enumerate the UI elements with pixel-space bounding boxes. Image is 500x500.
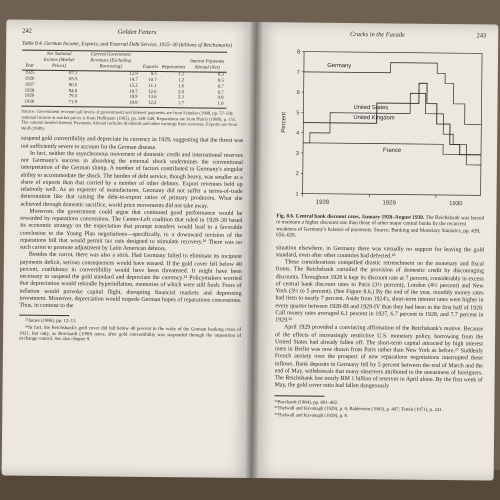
table-cell: 79.5 — [68, 94, 78, 100]
left-page-number: 242 — [22, 27, 32, 35]
table-cell: 12.9 — [129, 71, 138, 78]
table-cell: 2.0 — [177, 89, 185, 95]
table-cell: 18.7 — [129, 89, 138, 95]
table-cell: 0.7 — [217, 90, 224, 96]
left-paragraph: In fact, neither the asynchronous movement of domestic credit and international reserves nor Germany's success in absorbing the external shock undermines the conventional interpretation of the German slump. A number of factors contributed to Germany's singular ability to accommodate the shock. The burden of debt service, though heavy, was smaller as a share of exports than that carried by a number of other debtors. Export revenues held up relatively well. As an exporter of manufactures, Germany did not suffer a terms-of-trade deterioration like that raising the debt-to-export ratios of primary producers. What she achieved through domestic sacrifice, world price movements did not take away. — [20, 150, 244, 210]
table-cell: 14.7 — [129, 77, 138, 83]
table-cell: 84.0 — [68, 88, 78, 94]
table-cell: 1930 — [24, 99, 35, 105]
table-cell: 9.5 — [150, 72, 157, 78]
table-caption: Table 8.4. German Income, Exports, and External Debt Service, 1925–30 (billions of Reichsmarks) — [22, 40, 233, 49]
figure-caption — [276, 213, 486, 241]
left-footnotes — [19, 319, 241, 345]
table-cell: 1925 — [24, 70, 35, 76]
table-header-cell: Year — [22, 51, 38, 71]
table-cell: 0.7 — [217, 84, 224, 90]
table-cell: 1.6 — [178, 84, 185, 90]
table-cell: 67.1 — [68, 71, 78, 77]
left-paragraph: Besides the carrot, there was also a stick. Had Germany failed to eliminate its incipient payments deficit, serious consequences would have ensued. If the gold cover fell below 40 percent, confidence in convertibility would have been threatened. It might have been necessary to suspend the gold standard and depreciate the currency.²⁴ Policymakers worried that depreciation would rekindle hyperinflation, memories of which were still fresh. Fears of inflation would provoke capital flight, disrupting financial markets and depressing investment. Moreover, depreciation would torpedo German hopes of reparations concessions. Thus, in contrast to the — [19, 252, 242, 310]
footnote: ²⁷Thelwall and Kavanagh (1929), p. 8. — [274, 413, 349, 420]
left-paragraph: suspend gold convertibility and depreciate its currency in 1929, suggesting that the threat was not sufficiently severe to account for the German disease. — [21, 135, 244, 151]
left-page — [2, 19, 257, 478]
table-header-cell: Reparations — [160, 52, 188, 72]
plot-frame — [303, 52, 482, 196]
table-cell: 11.1 — [148, 83, 157, 89]
table-cell: 1.7 — [177, 101, 184, 107]
x-tick-label: 1929 — [382, 200, 396, 207]
footnote: ²³James (1986), pp. 12–13. — [25, 318, 77, 325]
table-cell: 1929 — [24, 94, 35, 100]
table-cell: 0.3 — [217, 72, 224, 78]
discount-rate-chart — [276, 43, 488, 213]
table-cell: 2.3 — [177, 95, 184, 101]
table-cell: 15.2 — [129, 83, 138, 89]
table-cell: 12.2 — [148, 101, 157, 107]
y-tick-label: 2 — [295, 171, 299, 178]
table-cell: 1.1 — [178, 72, 185, 78]
y-tick-label: 5 — [296, 110, 300, 117]
left-running-title: Golden Fetters — [117, 28, 157, 37]
table-cell: 65.5 — [68, 77, 78, 83]
table-cell: 13.6 — [148, 95, 157, 101]
open-book — [2, 19, 499, 480]
series-label: Germany — [327, 63, 352, 70]
y-tick-label: 3 — [295, 150, 300, 157]
y-tick-label: 8 — [296, 49, 301, 56]
table-cell: 12.6 — [148, 89, 157, 95]
table-header-cell: Exports — [141, 52, 160, 72]
series-label: United States — [353, 104, 389, 112]
right-running-head — [278, 30, 486, 39]
x-tick-label: 1928 — [315, 199, 330, 206]
footnote: ²⁴In fact, the Reichsbank's gold cover did fall below 40 percent in the wake of the German banking crisis of 1931, but only, as Borchardt (1990) notes, after gold convertibility was suspended through the imposition of exchange control. See also chapter 9. — [19, 325, 242, 343]
figure-caption-title: Central bank discount rates, January 1928–August 1930. — [295, 213, 425, 221]
table-cell: 1.0 — [217, 101, 224, 107]
table-cell: 1926 — [24, 76, 35, 82]
figure-caption-text: The Reichsbank was forced to maintain a higher discount rate than those of other major central banks by the recurrent weakness of Germany's balance of payments. Source: Banking and Monetary Statistics, pp. 439, 656–659. — [276, 214, 485, 239]
table-cell: 1928 — [24, 88, 35, 94]
table-header-cell: Net National Income (Market Prices) — [37, 51, 80, 71]
table-cell: 1927 — [24, 82, 35, 88]
y-axis-label: Percent — [281, 111, 288, 133]
series-label: United Kingdom — [353, 115, 395, 122]
right-body-text — [275, 245, 485, 392]
figure-caption-label: Fig. 8.6. — [276, 213, 295, 220]
right-page — [252, 22, 499, 481]
y-tick-label: 1 — [295, 191, 299, 198]
income-exports-table — [21, 50, 227, 109]
table-cell: 71.9 — [68, 100, 78, 106]
y-tick-label: 4 — [296, 130, 300, 137]
table-cell: 18.9 — [129, 95, 138, 101]
table-cell: 0.5 — [217, 78, 224, 84]
y-tick-label: 7 — [296, 69, 300, 76]
left-running-head — [22, 28, 242, 37]
right-running-title: Cracks in the Facade — [350, 31, 405, 39]
footnote-rule — [19, 315, 69, 317]
y-tick-label: 6 — [296, 90, 300, 97]
table-cell: 0.8 — [217, 96, 224, 102]
table-cell: 1.2 — [178, 78, 185, 84]
left-body-text — [19, 136, 243, 312]
table-source-note: Source: Government revenue (all levels of government) and interest payments are from Schuker (1988, pp. 57–58); national income at market prices is from Hoffmann (1965), pp. 248–249. Reparations are from Harris (1988), p. 151. The column headed Interest Payments Abroad includes dividends and other earnings from overseas. Exports are from Wolf (1989). — [21, 108, 238, 131]
table-cell: 10.7 — [148, 77, 157, 83]
table-row — [21, 100, 226, 108]
table-cell: 18.8 — [129, 100, 138, 106]
footnote: ²⁵Borchardt (1984), pp. 481–482. — [274, 399, 339, 406]
table-cell: 80.5 — [68, 82, 78, 88]
right-footnotes — [274, 400, 482, 421]
x-tick-label: 1930 — [449, 201, 463, 208]
right-paragraph: These considerations compelled drastic retrenchment on the monetary and fiscal fronts. The Reichsbank curtailed the provision of domestic credit by discouraging discounts. Throughout 1928 it kept its discount rate at 7 percent, considerably in excess of central bank discount rates in Paris (3½ percent), London (4½ percent) and New York (3½ to 5 percent). (See Figure 8.6.) By the end of the year, monthly money rates had risen to nearly 7 percent. Aside from 1924's, short-term interest rates were higher in every quarter between 1928-III and 1929-IV than they had been in the first half of 1928. Call money rates averaged 6.1 percent in 1927, 6.7 percent in 1928, and 7.7 percent in 1929.²⁶ — [275, 259, 484, 324]
series-label: France — [383, 147, 402, 154]
footnote: ²⁶Thelwall and Kavanagh (1929), p. 6; Balderston (1983), p. 407; Temin (1971), p. 241. — [274, 406, 443, 414]
table-header-cell: Interest Payments Abroad (Net) — [187, 52, 227, 72]
table-header-cell: Current Government Revenues (Excluding Borrowing) — [80, 51, 141, 71]
right-paragraph: situation elsewhere, in Germany there was virtually no support for leaving the gold standard, even after other countries had defected.²⁵ — [275, 244, 485, 260]
footnote-rule — [274, 395, 324, 397]
chart-svg — [276, 43, 488, 213]
left-paragraph: Moreover, the government could argue that continued good performance would be rewarded by reparations concessions. The Center-Left coalition that ruled in 1928–30 based its economic strategy on the expectation that prompt transfers would lead to a favorable conclusion to the Young Plan negotiations—specifically, to a downward revision of the reparations bill that would permit tax cuts designed to stimulate recovery.²³ There was no such carrot to promote adjustment by Latin American debtors. — [19, 208, 243, 253]
right-paragraph: April 1929 provided a convincing affirmation of the Reichsbank's motive. Because of the effects of increasingly restrictive U.S. monetary policy, borrowing from the United States had already fallen off. The short-term capital attracted by high interest rates in Berlin was now drawn from Paris rather than New York as before.²⁷ Suddenly French anxiety over the prospect of new reparations negotiations interrupted these inflows. Bank deposits in Germany fell by 5 percent between the end of March and the end of May, withdrawals that many observers attributed to the uneasiness of foreigners. The Reichsbank lost nearly RM 1 billion of reserves in April alone. By the first week of May, the gold cover ratio had fallen dangerously — [274, 324, 484, 390]
right-page-number: 243 — [476, 32, 487, 40]
